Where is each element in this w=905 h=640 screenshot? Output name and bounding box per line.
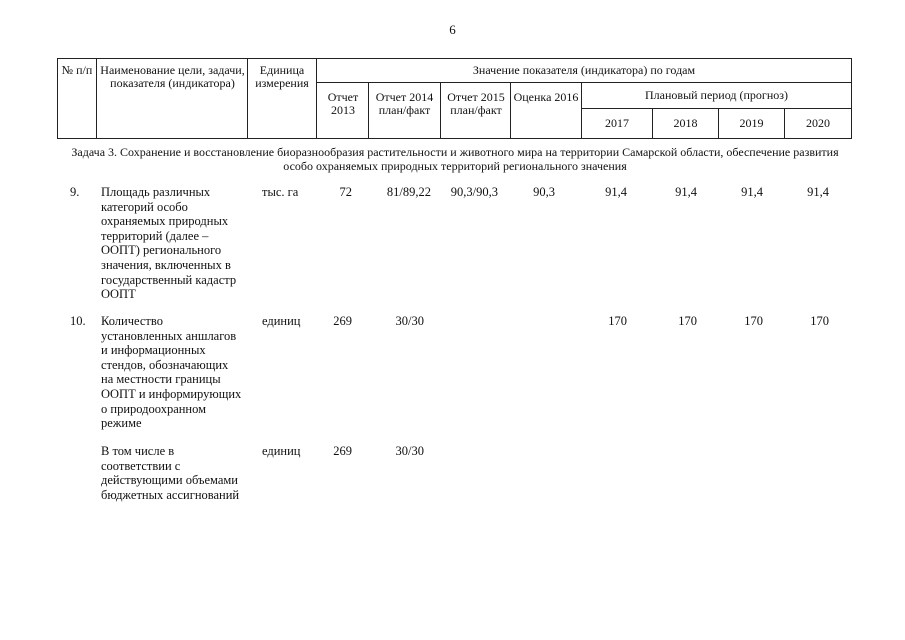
header-estimate-2016: Оценка 2016 bbox=[513, 90, 579, 104]
row-unit: тыс. га bbox=[262, 185, 299, 199]
header-no: № п/п bbox=[61, 63, 93, 77]
value-2018: 170 bbox=[678, 314, 697, 328]
value-2014: 81/89,22 bbox=[386, 185, 431, 199]
value-2017: 91,4 bbox=[605, 185, 627, 199]
value-2015: 90,3/90,3 bbox=[450, 185, 498, 199]
header-report-2014: Отчет 2014 план/факт bbox=[375, 90, 434, 117]
value-2013: 269 bbox=[333, 314, 352, 328]
row-unit: единиц bbox=[262, 314, 301, 328]
header-report-2013: Отчет 2013 bbox=[327, 90, 359, 117]
row-name: В том числе в соответствии с действующими объемами бюджетных ассигнований bbox=[101, 444, 240, 502]
value-2013: 269 bbox=[333, 444, 352, 458]
header-year-2017: 2017 bbox=[605, 116, 629, 130]
header-values-group: Значение показателя (индикатора) по годам bbox=[472, 63, 696, 77]
row-unit: единиц bbox=[262, 444, 301, 458]
value-2017: 170 bbox=[608, 314, 627, 328]
header-name: Наименование цели, задачи, показателя (индикатора) bbox=[100, 63, 245, 90]
task-title: Задача 3. Сохранение и восстановление биоразнообразия растительности и животного мира на территории Самарской области, обеспечение развития особо охраняемых природных территорий регионального значения bbox=[71, 145, 839, 173]
header-year-2020: 2020 bbox=[806, 116, 830, 130]
page-number: 6 bbox=[449, 22, 456, 37]
value-2019: 170 bbox=[744, 314, 763, 328]
header-year-2019: 2019 bbox=[739, 116, 764, 130]
value-2013: 72 bbox=[339, 185, 352, 199]
value-2016: 90,3 bbox=[533, 185, 555, 199]
value-2018: 91,4 bbox=[675, 185, 697, 199]
row-number: 10. bbox=[70, 314, 86, 328]
header-report-2015: Отчет 2015 план/факт bbox=[447, 90, 505, 117]
value-2020: 170 bbox=[810, 314, 829, 328]
value-2020: 91,4 bbox=[807, 185, 829, 199]
value-2014: 30/30 bbox=[395, 444, 424, 458]
row-name: Количество установленных аншлагов и информационных стендов, обозначающих на местности границы ООПТ и информирующих о природоохранном режиме bbox=[101, 314, 242, 431]
header-year-2018: 2018 bbox=[673, 116, 698, 130]
value-2014: 30/30 bbox=[395, 314, 424, 328]
row-number: 9. bbox=[70, 185, 80, 199]
value-2019: 91,4 bbox=[741, 185, 763, 199]
header-unit: Единица измерения bbox=[255, 63, 309, 90]
header-plan-period: Плановый период (прогноз) bbox=[645, 88, 788, 102]
row-name: Площадь различных категорий особо охраняемых природных территорий (далее – ООПТ) регионального значения, включенных в государственный кадастр ООПТ bbox=[101, 185, 237, 302]
